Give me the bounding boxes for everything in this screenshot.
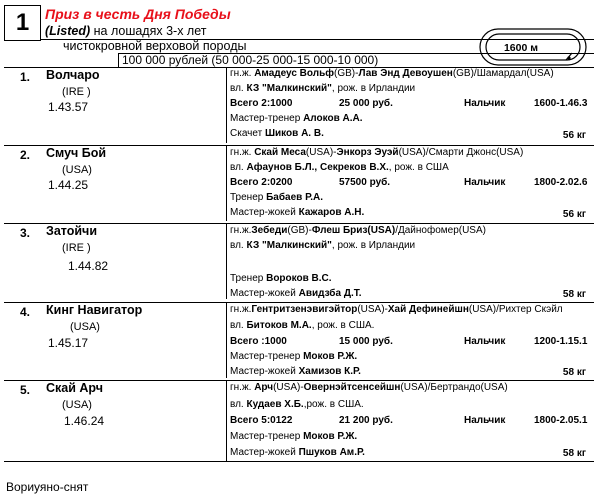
race-number-box — [4, 5, 41, 41]
horse-country: (USA) — [70, 321, 100, 333]
horse-country: (IRE ) — [62, 86, 91, 98]
race-time: 1.45.17 — [48, 336, 89, 350]
listed-label: (Listed) — [45, 24, 91, 38]
weight: 56 кг — [562, 130, 586, 141]
entry-number: 5. — [20, 383, 31, 397]
jockey-line: Мастер-жокей Авидзба Д.Т. — [230, 288, 362, 299]
record-label: Всего :1000 — [230, 336, 287, 347]
track-name: Нальчик — [464, 177, 506, 188]
track-name: Нальчик — [464, 415, 506, 426]
horse-entry — [4, 380, 594, 462]
track-diagram-icon — [478, 27, 588, 67]
track-distance: 1600 м — [503, 42, 539, 54]
track-name: Нальчик — [464, 98, 506, 109]
entry-number: 2. — [20, 148, 31, 162]
race-header — [4, 5, 594, 67]
weight: 58 кг — [562, 289, 586, 300]
horse-name: Скай Арч — [46, 381, 104, 395]
horse-entry — [4, 302, 594, 378]
jockey-line: Скачет Шиков А. В. — [230, 128, 324, 139]
race-conditions-2: чистокровной верховой породы — [63, 39, 247, 53]
race-title: Приз в честь Дня Победы — [45, 6, 231, 22]
horse-country: (USA) — [62, 164, 92, 176]
record-label: Всего 2:1000 — [230, 98, 293, 109]
horse-name: Затойчи — [46, 224, 98, 238]
race-prize: 100 000 рублей (50 000-25 000-15 000-10 000) — [122, 53, 379, 67]
owner-line: вл. КЗ "Малкинский", рож. в Ирландии — [230, 83, 416, 94]
best-time: 1800-2.02.6 — [534, 177, 588, 188]
horse-name: Волчаро — [46, 68, 100, 82]
jockey-line: Мастер-жокей Хамизов К.Р. — [230, 366, 361, 377]
race-time: 1.44.82 — [68, 259, 109, 273]
horse-entry — [4, 67, 594, 143]
earnings: 15 000 руб. — [339, 336, 393, 347]
weight: 58 кг — [562, 448, 586, 459]
race-conditions — [45, 24, 207, 38]
footer-note: Вориуяно-снят — [6, 480, 89, 494]
trainer-line: Мастер-тренер Алоков А.А. — [230, 113, 363, 124]
entry-number: 3. — [20, 226, 31, 240]
race-number: 1 — [15, 9, 30, 36]
earnings: 57500 руб. — [339, 177, 391, 188]
entry-number: 1. — [20, 70, 31, 84]
horse-name: Смуч Бой — [46, 146, 107, 160]
race-time: 1.46.24 — [64, 414, 105, 428]
best-time: 1200-1.15.1 — [534, 336, 588, 347]
pedigree-line: гн.ж.Зебеди(GB)-Флеш Бриз(USA)/Дайнофомер(USA) — [230, 225, 486, 236]
race-time: 1.44.25 — [48, 178, 89, 192]
jockey-line: Мастер-жокей Кажаров А.Н. — [230, 207, 365, 218]
horse-entry — [4, 223, 594, 299]
pedigree-line: гн.ж. Арч(USA)-Овернэйтсенсейшн(USA)/Бертрандо(USA) — [230, 382, 508, 393]
record-label: Всего 2:0200 — [230, 177, 293, 188]
race-conditions-1: на лошадях 3-х лет — [90, 24, 207, 38]
trainer-line: Мастер-тренер Моков Р.Ж. — [230, 431, 358, 442]
pedigree-line: гн.ж.Гентритзенэвигэйтор(USA)-Хай Дефинейшн(USA)/Рихтер Скэйл — [230, 304, 563, 315]
horse-name: Кинг Навигатор — [46, 303, 143, 317]
track-name: Нальчик — [464, 336, 506, 347]
trainer-line: Мастер-тренер Моков Р.Ж. — [230, 351, 358, 362]
horse-country: (IRE ) — [62, 242, 91, 254]
best-time: 1800-2.05.1 — [534, 415, 588, 426]
jockey-line: Мастер-жокей Пшуков Ам.Р. — [230, 447, 365, 458]
pedigree-line: гн.ж. Амадеус Вольф(GB)-Лав Энд Девоушен(GB)/Шамардал(USA) — [230, 68, 554, 79]
weight: 56 кг — [562, 209, 586, 220]
entry-number: 4. — [20, 305, 31, 319]
earnings: 25 000 руб. — [339, 98, 393, 109]
trainer-line: Тренер Бабаев Р.А. — [230, 192, 324, 203]
owner-line: вл. Афаунов Б.Л., Секреков В.Х., рож. в США — [230, 162, 449, 173]
owner-line: вл. КЗ "Малкинский", рож. в Ирландии — [230, 240, 416, 251]
weight: 58 кг — [562, 367, 586, 378]
record-label: Всего 5:0122 — [230, 415, 293, 426]
pedigree-line: гн.ж. Скай Меса(USA)-Энкорз Эуэй(USA)/Смарти Джонс(USA) — [230, 147, 524, 158]
horse-country: (USA) — [62, 399, 92, 411]
owner-line: вл. Кудаев Х.Б.,рож. в США. — [230, 399, 364, 410]
earnings: 21 200 руб. — [339, 415, 393, 426]
owner-line: вл. Битоков М.А., рож. в США. — [230, 320, 375, 331]
best-time: 1600-1.46.3 — [534, 98, 588, 109]
race-time: 1.43.57 — [48, 100, 89, 114]
trainer-line: Тренер Вороков В.С. — [230, 273, 332, 284]
horse-entry — [4, 145, 594, 221]
